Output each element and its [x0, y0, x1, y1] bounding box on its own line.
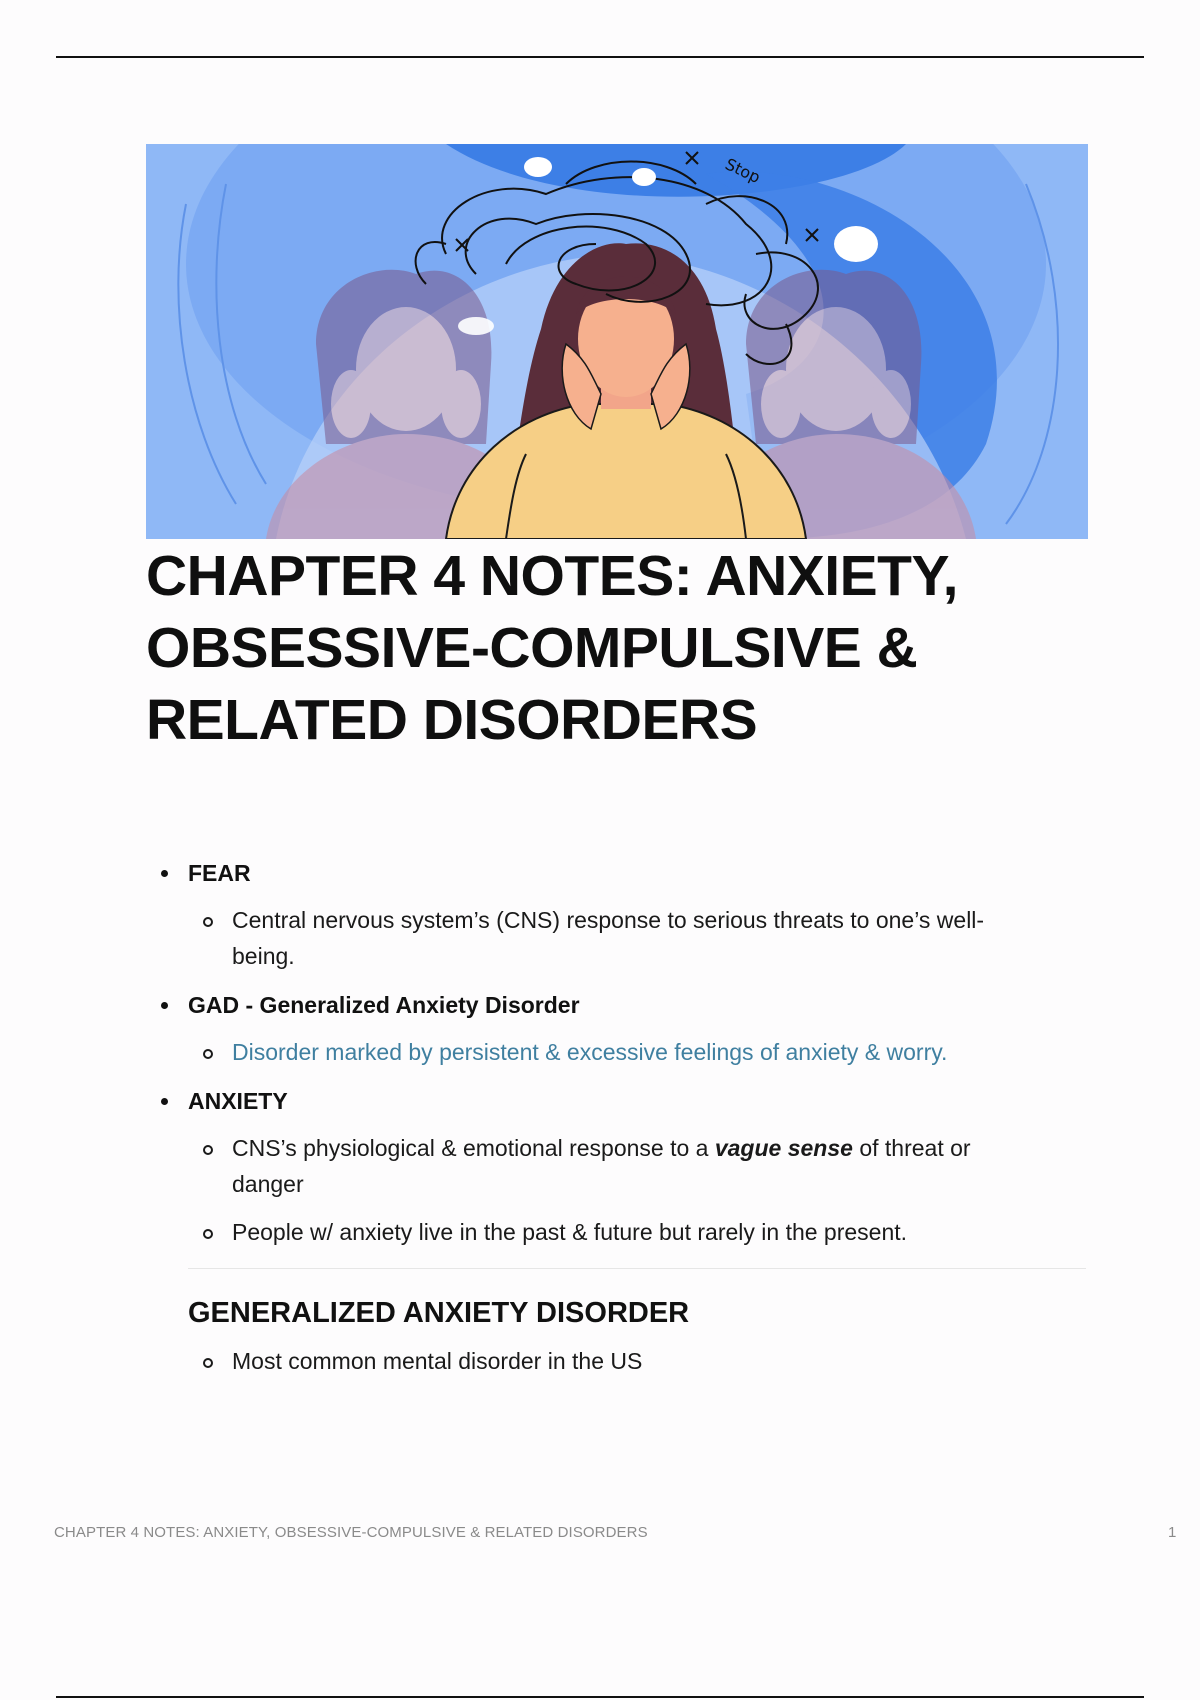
gad-fact	[146, 1343, 1086, 1379]
stop-doodle-text: Stop	[722, 154, 764, 187]
anxiety-time-note-text: People w/ anxiety live in the past & future but rarely in the present.	[232, 1219, 908, 1245]
vague-sense-emphasis: vague sense	[714, 1135, 853, 1161]
sub-bullet-ring	[203, 1358, 213, 1368]
footer-running-title: CHAPTER 4 NOTES: ANXIETY, OBSESSIVE-COMPULSIVE & RELATED DISORDERS	[54, 1524, 648, 1541]
document-title	[146, 540, 1086, 756]
sub-bullet-ring	[203, 1145, 213, 1155]
title-line-2: OBSESSIVE-COMPULSIVE &	[146, 616, 918, 680]
bottom-rule	[56, 1696, 1144, 1698]
anxiety-definition	[146, 1130, 1086, 1202]
sub-bullet-ring	[203, 1229, 213, 1239]
bullet-fear-label: FEAR	[188, 860, 251, 886]
bullet-dot	[161, 1098, 168, 1105]
section-divider	[188, 1268, 1086, 1269]
gad-fact-text: Most common mental disorder in the US	[232, 1348, 643, 1374]
fear-definition-line-2: being.	[232, 943, 295, 969]
cover-image	[146, 144, 1088, 539]
title-line-1: CHAPTER 4 NOTES: ANXIETY,	[146, 544, 958, 608]
bullet-anxiety	[146, 1084, 1086, 1118]
anxiety-time-note	[146, 1214, 1086, 1250]
anxiety-definition-line-2: danger	[232, 1171, 304, 1197]
top-rule	[56, 56, 1144, 58]
fear-definition-line-1: Central nervous system’s (CNS) response to serious threats to one’s well-	[232, 907, 985, 933]
footer-page-number: 1	[1168, 1524, 1177, 1541]
gad-definition	[146, 1034, 1086, 1070]
bullet-fear	[146, 856, 1086, 890]
bullet-gad-label: GAD - Generalized Anxiety Disorder	[188, 992, 580, 1018]
title-line-3: RELATED DISORDERS	[146, 688, 758, 752]
bullet-dot	[161, 870, 168, 877]
notes-body	[146, 856, 1086, 1379]
bullet-gad	[146, 988, 1086, 1022]
anxiety-definition-start: CNS’s physiological & emotional response to a	[232, 1135, 715, 1161]
fear-definition	[146, 902, 1086, 974]
sub-bullet-ring	[203, 1049, 213, 1059]
sub-bullet-ring	[203, 917, 213, 927]
section-heading-gad: GENERALIZED ANXIETY DISORDER	[188, 1297, 690, 1329]
anxious-woman-illustration	[146, 144, 1088, 539]
anxiety-definition-end: of threat or	[852, 1135, 971, 1161]
gad-definition-text: Disorder marked by persistent & excessive feelings of anxiety & worry.	[232, 1039, 948, 1065]
bullet-anxiety-label: ANXIETY	[188, 1088, 288, 1114]
bullet-dot	[161, 1002, 168, 1009]
